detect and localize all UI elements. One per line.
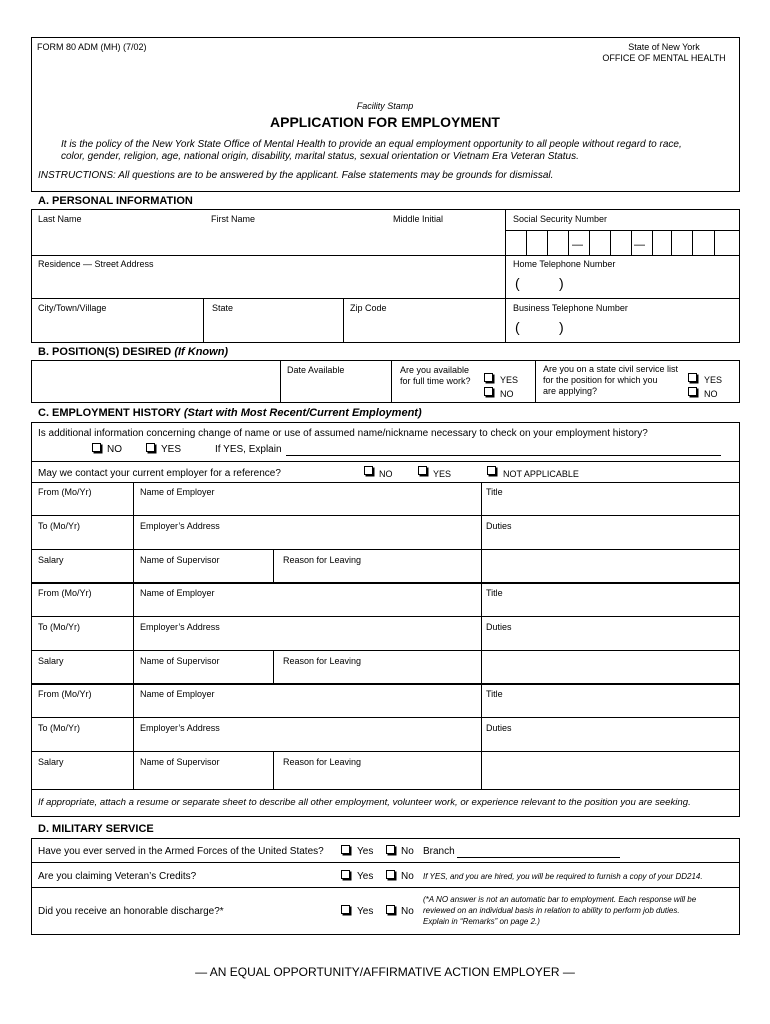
emp3-employer-field[interactable] [136,700,479,715]
divider [31,887,740,888]
emp1-duties-label: Duties [486,521,512,531]
emp2-supervisor-field[interactable] [136,667,271,681]
section-c-heading [38,407,422,419]
emp1-from-label: From (Mo/Yr) [38,487,92,497]
explain-field[interactable] [286,442,721,455]
full-time-q-line1: Are you available [400,365,470,375]
zip-field[interactable] [345,315,503,341]
branch-field[interactable] [457,844,620,857]
divider [31,298,740,299]
business-phone-paren-close: ) [559,319,564,335]
civil-no-checkbox[interactable] [688,387,697,396]
facility-stamp: Facility Stamp [356,101,414,111]
emp3-duties-label: Duties [486,723,512,733]
emp2-to-label: To (Mo/Yr) [38,622,81,632]
emp3-supervisor-field[interactable] [136,768,271,787]
attach-note: If appropriate, attach a resume or separate sheet to describe all other employment, volunteer work, or experience relevant to the position you are seeking. [38,797,691,808]
emp2-supervisor-label: Name of Supervisor [140,656,220,666]
home-phone-field[interactable] [507,271,738,296]
emp2-from-label: From (Mo/Yr) [38,588,92,598]
divider [31,789,740,790]
divider [31,515,740,516]
emp3-reason-field[interactable] [276,768,479,787]
divider [31,582,740,584]
section-b-heading [38,346,228,358]
emp2-employer-label: Name of Employer [140,588,215,598]
divider [343,298,344,343]
middle-initial-label: Middle Initial [393,214,444,224]
date-available-label: Date Available [287,365,345,375]
office-name: OFFICE OF MENTAL HEALTH [602,53,726,63]
emp1-reason-field[interactable] [276,566,479,580]
divider [273,650,274,683]
emp3-to-field[interactable] [33,734,131,749]
name-change-question: Is additional information concerning change of name or use of assumed name/nickname necessary to check on your employment history? [38,428,648,439]
emp3-from-label: From (Mo/Yr) [38,689,92,699]
divider [391,360,392,403]
contact-na-label: NOT APPLICABLE [503,469,579,479]
emp3-supervisor-label: Name of Supervisor [140,757,220,767]
full-time-q-line2: for full time work? [400,376,471,386]
veteran-yes-checkbox[interactable] [341,870,350,879]
served-question: Have you ever served in the Armed Forces of the United States? [38,846,324,857]
section-b-note: (If Known) [174,346,229,358]
served-no-checkbox[interactable] [386,845,395,854]
veteran-yes-label: Yes [357,871,374,882]
page-title: APPLICATION FOR EMPLOYMENT [270,114,500,130]
home-phone-label: Home Telephone Number [513,259,616,269]
divider [133,482,134,582]
divider [31,717,740,718]
divider [280,360,281,403]
full-time-yes-label: YES [500,375,519,385]
divider [133,684,134,789]
residence-label: Residence — Street Address [38,259,154,269]
emp1-reason-label: Reason for Leaving [283,555,362,565]
form-id: FORM 80 ADM (MH) (7/02) [37,42,147,52]
full-time-no-checkbox[interactable] [484,387,493,396]
discharge-question: Did you receive an honorable discharge?* [38,906,224,917]
divider [31,616,740,617]
civil-yes-checkbox[interactable] [688,373,697,382]
emp1-employer-label: Name of Employer [140,487,215,497]
emp3-salary-label: Salary [38,757,64,767]
emp2-to-field[interactable] [33,633,131,648]
divider [31,862,740,863]
section-d-heading: D. MILITARY SERVICE [38,823,154,835]
policy-line-1: It is the policy of the New York State Office of Mental Health to provide an equal employment opportunity to all people without regard to race, [61,139,682,150]
discharge-yes-label: Yes [357,906,374,917]
contact-question: May we contact your current employer for a reference? [38,468,281,479]
divider [273,549,274,582]
emp3-title-label: Title [486,689,503,699]
emp1-salary-field[interactable] [33,566,131,580]
emp3-duties-field[interactable] [484,734,738,787]
contact-yes-label: YES [433,469,452,479]
emp3-salary-field[interactable] [33,768,131,787]
divider [31,683,740,685]
contact-na-checkbox[interactable] [487,466,496,475]
divider [31,461,740,462]
divider [481,583,482,683]
emp1-address-label: Employer’s Address [140,521,220,531]
discharge-note-2: reviewed on an individual basis in relation to ability to perform job duties. [423,906,680,915]
name-change-no-checkbox[interactable] [92,443,101,452]
first-name-field[interactable] [207,226,387,252]
first-name-label: First Name [211,214,256,224]
discharge-yes-checkbox[interactable] [341,905,350,914]
discharge-no-checkbox[interactable] [386,905,395,914]
served-no-label: No [401,846,414,857]
divider [481,482,482,582]
civil-q-line1: Are you on a state civil service list [543,364,679,374]
name-change-yes-label: YES [161,444,182,455]
emp1-supervisor-field[interactable] [136,566,271,580]
instructions: INSTRUCTIONS: All questions are to be answered by the applicant. False statements may be grounds for dismissal. [38,170,554,181]
business-phone-paren-open: ( [515,319,520,335]
business-phone-field[interactable] [507,315,738,341]
emp2-reason-field[interactable] [276,667,479,681]
eoe-statement: — AN EQUAL OPPORTUNITY/AFFIRMATIVE ACTION EMPLOYER — [195,965,575,979]
emp1-salary-label: Salary [38,555,64,565]
full-time-yes-checkbox[interactable] [484,373,493,382]
emp2-address-field[interactable] [136,633,479,648]
civil-q-line2: for the position for which you [543,375,658,385]
emp3-address-label: Employer’s Address [140,723,220,733]
emp3-address-field[interactable] [136,734,479,749]
city-field[interactable] [33,315,201,341]
veteran-note: If YES, and you are hired, you will be required to furnish a copy of your DD214. [423,872,703,881]
ssn-label: Social Security Number [513,214,608,224]
full-time-no-label: NO [500,389,514,399]
branch-label: Branch [423,846,455,857]
discharge-note-3: Explain in “Remarks” on page 2.) [423,917,540,926]
contact-no-checkbox[interactable] [364,466,373,475]
emp3-reason-label: Reason for Leaving [283,757,362,767]
divider [481,684,482,789]
divider [273,751,274,789]
zip-label: Zip Code [350,303,387,313]
section-c-note: (Start with Most Recent/Current Employment) [183,407,422,419]
position-desired-field[interactable] [33,362,278,401]
emp2-title-label: Title [486,588,503,598]
emp2-salary-label: Salary [38,656,64,666]
emp2-salary-field[interactable] [33,667,131,681]
ssn-input[interactable] [507,232,738,253]
ssn-dash-1: — [572,239,583,251]
divider [203,298,204,343]
emp1-to-field[interactable] [33,532,131,547]
served-yes-checkbox[interactable] [341,845,350,854]
divider [535,360,536,403]
section-a-heading: A. PERSONAL INFORMATION [38,195,193,207]
section-c-title: C. EMPLOYMENT HISTORY [38,407,181,419]
state-field[interactable] [205,315,341,341]
emp2-duties-field[interactable] [484,633,738,681]
divider [31,482,740,483]
contact-no-label: NO [379,469,393,479]
emp1-employer-field[interactable] [136,498,479,513]
emp1-title-field[interactable] [484,498,738,513]
emp2-employer-field[interactable] [136,599,479,614]
civil-q-line3: are applying? [543,386,598,396]
emp3-to-label: To (Mo/Yr) [38,723,81,733]
emp1-from-field[interactable] [33,498,131,513]
veteran-no-checkbox[interactable] [386,870,395,879]
discharge-no-label: No [401,906,414,917]
emp2-reason-label: Reason for Leaving [283,656,362,666]
emp1-title-label: Title [486,487,503,497]
emp3-title-field[interactable] [484,700,738,715]
emp1-supervisor-label: Name of Supervisor [140,555,220,565]
residence-field[interactable] [33,271,501,296]
state-name: State of New York [628,42,700,52]
section-b-title: B. POSITION(S) DESIRED [38,346,172,358]
emp2-duties-label: Duties [486,622,512,632]
emp2-from-field[interactable] [33,599,131,614]
middle-initial-field[interactable] [390,226,500,252]
civil-yes-label: YES [704,375,723,385]
city-label: City/Town/Village [38,303,107,313]
divider [286,455,721,456]
discharge-note-1: (*A NO answer is not an automatic bar to employment. Each response will be [423,895,697,904]
last-name-field[interactable] [33,226,203,252]
home-phone-paren-open: ( [515,275,520,291]
explain-label: If YES, Explain [215,444,282,455]
emp2-address-label: Employer’s Address [140,622,220,632]
served-yes-label: Yes [357,846,374,857]
state-label: State [212,303,234,313]
emp2-title-field[interactable] [484,599,738,614]
policy-line-2: color, gender, religion, age, national origin, disability, marital status, sexual orientation or Vietnam Era Veteran Status. [61,151,579,162]
contact-yes-checkbox[interactable] [418,466,427,475]
date-available-field[interactable] [283,378,389,401]
veteran-no-label: No [401,871,414,882]
veteran-question: Are you claiming Veteran’s Credits? [38,871,197,882]
business-phone-label: Business Telephone Number [513,303,628,313]
home-phone-paren-close: ) [559,275,564,291]
divider [505,230,740,231]
emp3-from-field[interactable] [33,700,131,715]
civil-no-label: NO [704,389,718,399]
divider [31,255,740,256]
ssn-dash-2: — [634,239,645,251]
emp3-employer-label: Name of Employer [140,689,215,699]
emp1-to-label: To (Mo/Yr) [38,521,81,531]
last-name-label: Last Name [38,214,82,224]
emp1-address-field[interactable] [136,532,479,547]
emp1-duties-field[interactable] [484,532,738,580]
name-change-yes-checkbox[interactable] [146,443,155,452]
divider [457,857,620,858]
divider [133,583,134,683]
name-change-no-label: NO [107,444,122,455]
